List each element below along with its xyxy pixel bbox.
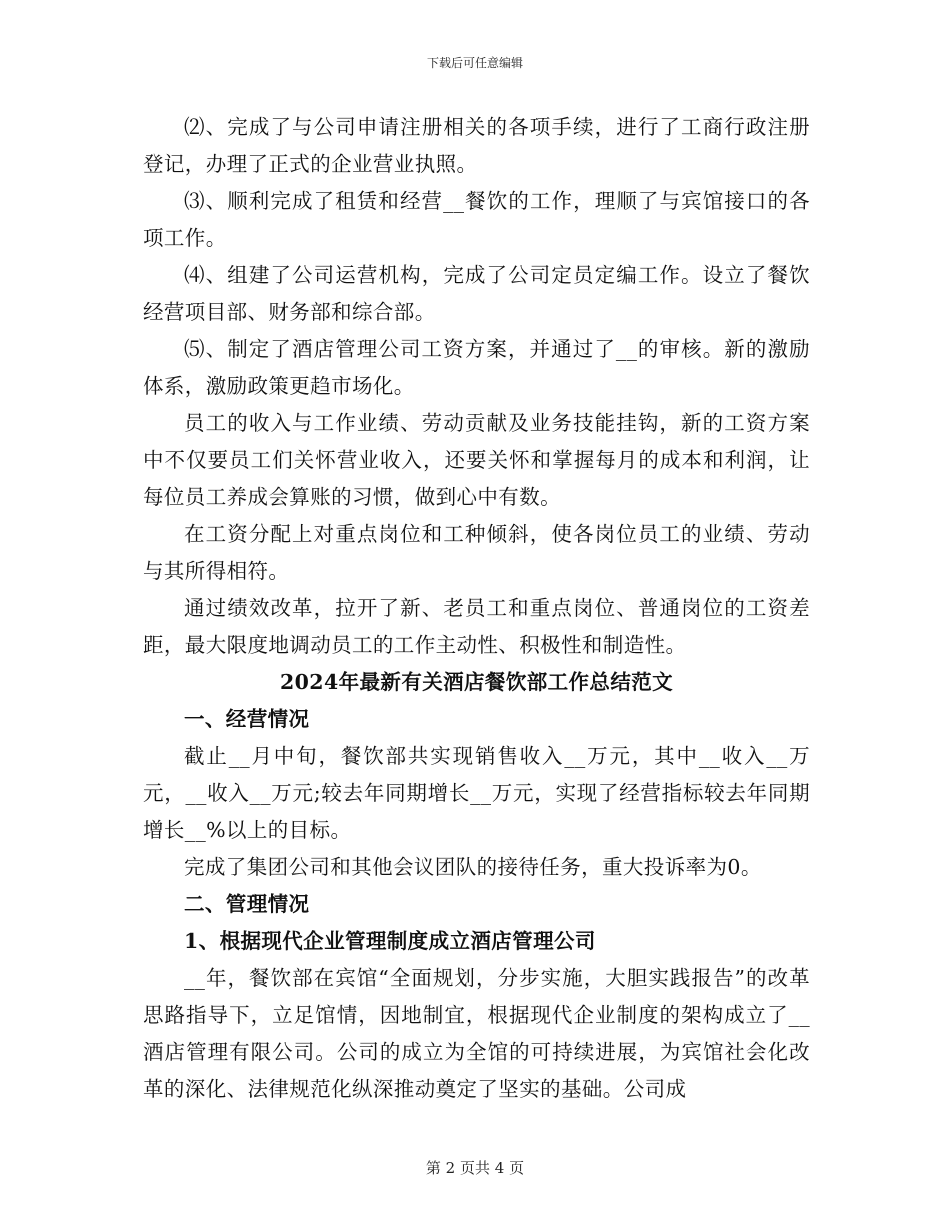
document-body: [143, 109, 810, 1108]
paragraph-item-3: ⑶、顺利完成了租赁和经营__餐饮的工作，理顺了与宾馆接口的各项工作。: [143, 189, 810, 250]
paragraph-distribution: 在工资分配上对重点岗位和工种倾斜，使各岗位员工的业绩、劳动与其所得相符。: [143, 522, 810, 583]
paragraph-item-2: ⑵、完成了与公司申请注册相关的各项手续，进行了工商行政注册登记，办理了正式的企业营业执照。: [143, 115, 810, 176]
page-header: 下载后可任意编辑: [426, 56, 523, 70]
paragraph-company-founding: __年，餐饮部在宾馆“全面规划，分步实施，大胆实践报告”的改革思路指导下，立足馆情，因地制宜，根据现代企业制度的架构成立了__酒店管理有限公司。公司的成立为全馆的可持续进展，为宾馆社会化改革的深化、法律规范化纵深推动奠定了坚实的基础。公司成: [143, 966, 810, 1101]
subsection-heading-company: 1、根据现代企业管理制度成立酒店管理公司: [184, 929, 596, 953]
page-footer: 第 2 页共 4 页: [425, 1159, 525, 1177]
section-heading-operations: 一、经营情况: [184, 707, 310, 731]
paragraph-item-5: ⑸、制定了酒店管理公司工资方案，并通过了__的审核。新的激励体系，激励政策更趋市场化。: [143, 337, 810, 398]
section-heading-management: 二、管理情况: [184, 892, 310, 916]
paragraph-sales: 截止__月中旬，餐饮部共实现销售收入__万元，其中__收入__万元，__收入__万元;较去年同期增长__万元，实现了经营指标较去年同期增长__%以上的目标。: [143, 744, 810, 842]
paragraph-reception: 完成了集团公司和其他会议团队的接待任务，重大投诉率为0。: [184, 855, 762, 879]
paragraph-item-4: ⑷、组建了公司运营机构，完成了公司定员定编工作。设立了餐饮经营项目部、财务部和综合部。: [143, 263, 810, 324]
article-title: 2024年最新有关酒店餐饮部工作总结范文: [279, 670, 674, 694]
paragraph-salary: 员工的收入与工作业绩、劳动贡献及业务技能挂钩，新的工资方案中不仅要员工们关怀营业收入，还要关怀和掌握每月的成本和利润，让每位员工养成会算账的习惯，做到心中有数。: [143, 411, 810, 509]
paragraph-performance: 通过绩效改革，拉开了新、老员工和重点岗位、普通岗位的工资差距，最大限度地调动员工的工作主动性、积极性和制造性。: [143, 596, 810, 657]
